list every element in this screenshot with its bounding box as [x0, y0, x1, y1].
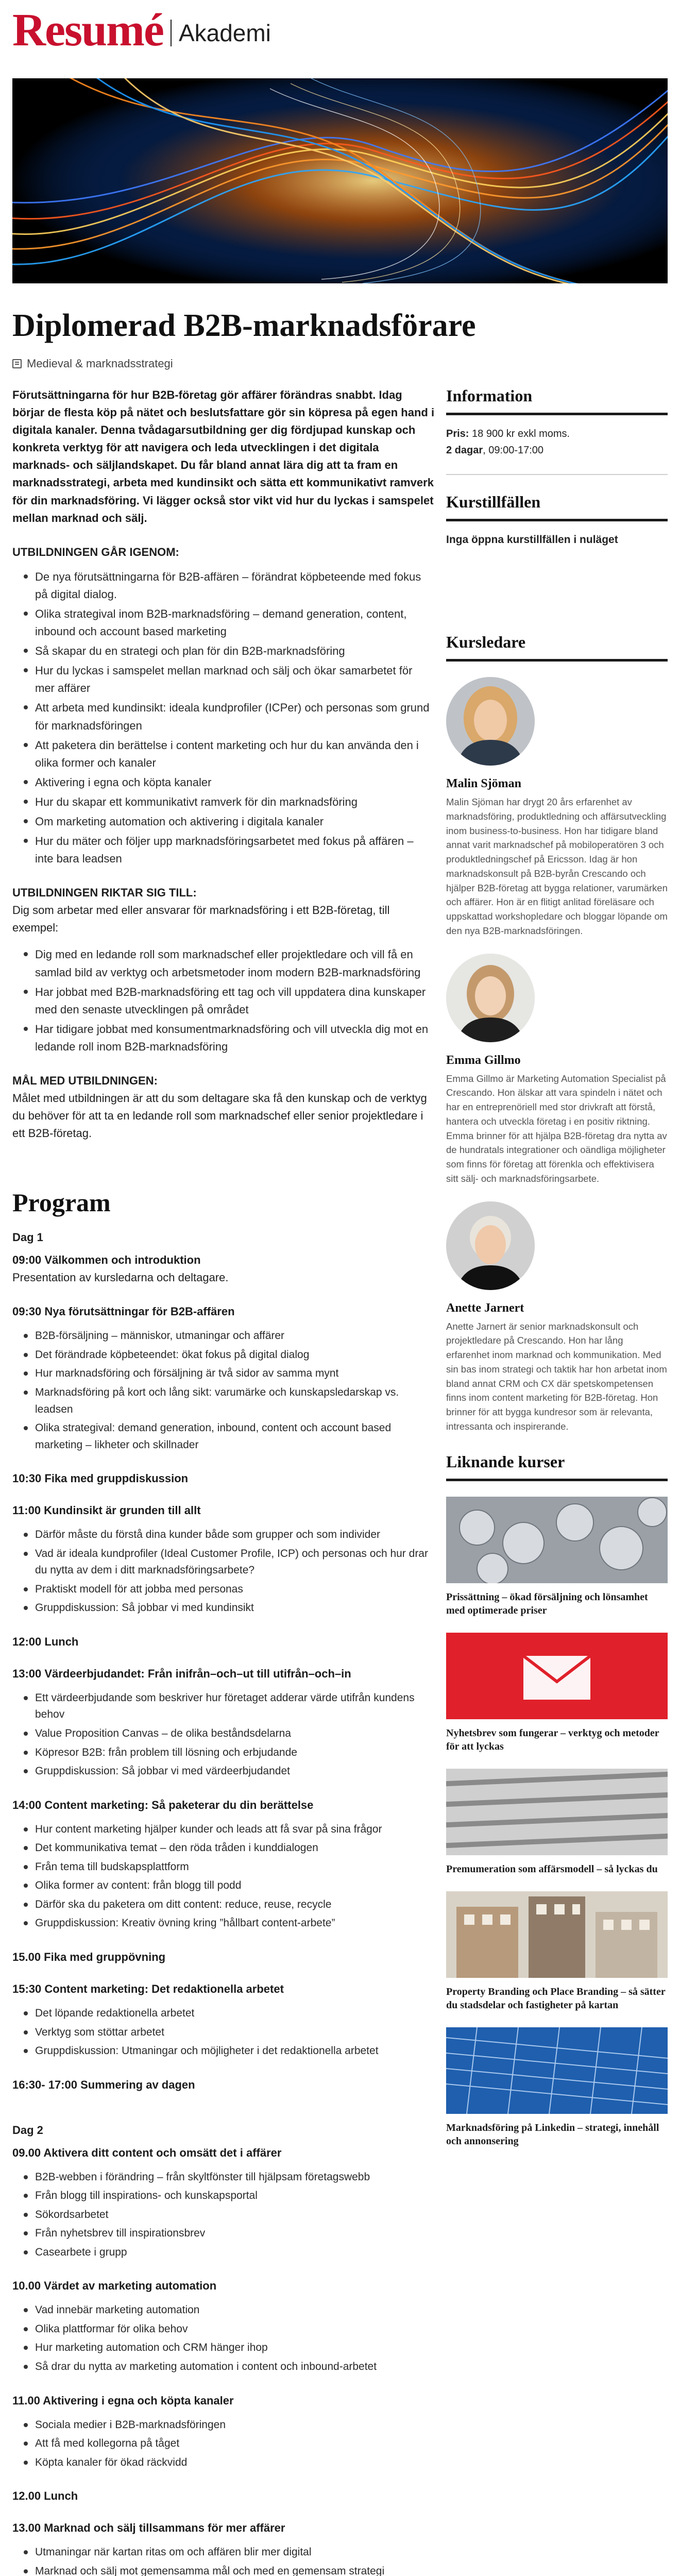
intro-text: Förutsättningarna för hur B2B-företag gör affärer förändras snabbt. Idag börjar de flesta köp på nätet och beslutsfattare gör sin köpresa på egen hand i digitala kanaler. Denna tvådagarsutbildning ger dig fördjupad kunskap och konkreta verktyg för att navigera och leda utvecklingen i det digitala marknads- och säljlandskapet. Du får bland annat lära dig att ta fram en marknadsstrategi, arbeta med kundinsikt och sätta ett kommunikativt ramverk för din marknadsföring. Vi lägger också stor vikt vid hur du lyckas i samspelet mellan marknad och sälj.	[12, 388, 435, 524]
program-session	[12, 2521, 435, 2576]
program-session	[12, 1472, 435, 1485]
list-item: Hur du mäter och följer upp marknadsföringsarbetet med fokus på affären – inte bara leadsen	[12, 833, 435, 868]
list-item: Vad är ideala kundprofiler (Ideal Customer Profile, ICP) och personas och hur drar du nytta av dem i ditt marknadsföringsarbete?	[12, 1546, 435, 1579]
price-label: Pris:	[446, 428, 469, 439]
list-item: Olika plattformar för olika behov	[12, 2321, 435, 2338]
program-session	[12, 1799, 435, 1932]
course-title: Property Branding och Place Branding – så sätter du stadsdelar och fastigheter på kartan	[446, 1986, 666, 2011]
course-title: Premumeration som affärsmodell – så lyckas du	[446, 1863, 658, 1875]
list-item: Det löpande redaktionella arbetet	[12, 2005, 435, 2022]
leader-bio: Malin Sjöman har drygt 20 års erfarenhet av marknadsföring, produktledning och affärsutveckling inom business-to-business. Hon har tidigare bland annat varit marknadschef på mobiloperatören 3 och produktledningschef på Ericsson. Idag är hon marknadskonsult på B2B-byrån Crescando och hjälper B2B-företag att bygga relationer, varumärken och affärer. Hon är en flitigt anlitad föreläsare och uppskattad workshopledare och bloggar löpande om den nya B2B-marknadsföringen.	[446, 796, 668, 936]
course-card[interactable]	[446, 1633, 668, 1753]
list-item: Hur marketing automation och CRM hänger ihop	[12, 2340, 435, 2357]
list-item: Hur marknadsföring och försäljning är två sidor av samma mynt	[12, 1365, 435, 1382]
session-title: 13.00 Marknad och sälj tillsammans för mer affärer	[12, 2521, 285, 2535]
list-item: Verktyg som stöttar arbetet	[12, 2024, 435, 2041]
avatar-photo	[446, 954, 535, 1042]
session-list	[12, 1328, 435, 1453]
course-image	[446, 1891, 668, 1978]
session-title: 09:30 Nya förutsättningar för B2B-affären	[12, 1305, 235, 1318]
sessions-heading: Kurstillfällen	[446, 493, 668, 521]
day-spacer	[12, 2092, 435, 2110]
program-session	[12, 2078, 435, 2092]
course-card[interactable]	[446, 2027, 668, 2148]
leader-name: Anette Jarnert	[446, 1301, 524, 1315]
price-row	[446, 426, 668, 442]
sidebar	[446, 386, 668, 2148]
list-item: De nya förutsättningarna för B2B-affären – förändrat köpbeteende med fokus på digital dialog.	[12, 568, 435, 603]
session-list	[12, 2169, 435, 2261]
list-item: B2B-försäljning – människor, utmaningar och affärer	[12, 1328, 435, 1345]
list-item: Sociala medier i B2B-marknadsföringen	[12, 2417, 435, 2434]
page-title: Diplomerad B2B-marknadsförare	[12, 308, 476, 343]
list-item: Casearbete i grupp	[12, 2244, 435, 2261]
day-sessions	[12, 1253, 435, 2091]
list-item: Value Proposition Canvas – de olika beståndsdelarna	[12, 1725, 435, 1742]
list-item: Olika former av content: från blogg till podd	[12, 1877, 435, 1894]
list-item: Ett värdeerbjudande som beskriver hur företaget adderar värde utifrån kundens behov	[12, 1690, 435, 1723]
session-title: 13:00 Värdeerbjudandet: Från inifrån–och–ut till utifrån–och–in	[12, 1667, 351, 1680]
logo-subtitle: Akademi	[178, 20, 271, 46]
list-item: Så drar du nytta av marketing automation i content och inbound-arbetet	[12, 2359, 435, 2376]
course-image	[446, 1633, 668, 1719]
list-item: Från tema till budskapsplattform	[12, 1859, 435, 1876]
program-session	[12, 2489, 435, 2503]
list-item: Gruppdiskussion: Kreativ övning kring ”hållbart content-arbete”	[12, 1915, 435, 1932]
avatar-photo	[446, 677, 535, 766]
leader-name: Emma Gillmo	[446, 1053, 521, 1067]
info-heading: Information	[446, 386, 668, 415]
session-title: 11:00 Kundinsikt är grunden till allt	[12, 1504, 201, 1517]
leader-card	[446, 954, 668, 1186]
list-icon	[12, 359, 22, 368]
program-session	[12, 1635, 435, 1649]
leader-name: Malin Sjöman	[446, 777, 522, 790]
session-title: 12.00 Lunch	[12, 2489, 78, 2503]
page-heading-block	[12, 309, 668, 370]
list-item: Köpta kanaler för ökad räckvidd	[12, 2454, 435, 2471]
leader-bio: Emma Gillmo är Marketing Automation Specialist på Crescando. Hon älskar att vara spindeln i nätet och har en entreprenöriell med stor drivkraft att förstå, hantera och utveckla företag i en positiv riktning. Emma brinner för att hjälpa B2B-företag dra nytta av de hundratals integrationer och oändliga möjligheter som finns för företag att förenkla och effektivisera sitt sälj- och marknadsföringsarbete.	[446, 1073, 667, 1184]
session-list	[12, 2544, 435, 2576]
session-list	[12, 2302, 435, 2375]
avatar	[446, 1201, 535, 1290]
session-list	[12, 2417, 435, 2471]
day-sessions	[12, 2146, 435, 2576]
list-item: Från nyhetsbrev till inspirationsbrev	[12, 2225, 435, 2242]
session-title: 14:00 Content marketing: Så paketerar du din berättelse	[12, 1798, 314, 1811]
hero-light-trails	[12, 78, 668, 283]
session-list	[12, 1527, 435, 1617]
list-item: Hur content marketing hjälper kunder och leads att få svar på sina frågor	[12, 1821, 435, 1838]
logo-wordmark: Resumé	[12, 5, 163, 56]
list-item: Dig med en ledande roll som marknadschef eller projektledare och vill få en samlad bild av verktyg och arbetsmetoder inom modern B2B-marknadsföring	[12, 946, 435, 981]
list-item: Om marketing automation och aktivering i digitala kanaler	[12, 813, 435, 831]
list-item: Har jobbat med B2B-marknadsföring ett tag och vill uppdatera dina kunskaper med den senaste utvecklingen på området	[12, 984, 435, 1019]
leader-bio: Anette Jarnert är senior marknadskonsult och projektledare på Crescando. Hon har lång erfarenhet inom marknad och kommunikation. Med sin bas inom strategi och taktik har hon arbetat inom bland annat CRM och CX där spetskompetensen finns inom content marketing för B2B-företag. Hon brinner för att bygga kundresor som är relevanta, intressanta och inspirerande.	[446, 1320, 667, 1432]
program-session	[12, 1253, 435, 1286]
site-header	[0, 0, 680, 76]
course-card[interactable]	[446, 1497, 668, 1617]
goal-text: Målet med utbildningen är att du som deltagare ska få den kunskap och de verktyg du behöver för att ta en ledande roll som marknadschef eller senior projektledare i ett B2B-företag.	[12, 1092, 427, 1140]
program-session	[12, 2146, 435, 2261]
list-item: Att arbeta med kundinsikt: ideala kundprofiler (ICPer) och personas som grund för marknadsföringen	[12, 699, 435, 734]
days-value: , 09:00-17:00	[483, 445, 544, 456]
program-session	[12, 2279, 435, 2375]
info-box	[446, 415, 668, 459]
category-label: Medieval & marknadsstrategi	[27, 357, 173, 370]
list-item: Att paketera din berättelse i content marketing och hur du kan använda den i olika former och kanaler	[12, 737, 435, 772]
targets-heading: UTBILDNINGEN RIKTAR SIG TILL:	[12, 886, 197, 900]
list-item: Gruppdiskussion: Utmaningar och möjligheter i det redaktionella arbetet	[12, 2043, 435, 2060]
logo-divider	[171, 20, 172, 46]
avatar	[446, 677, 535, 766]
list-item: Olika strategival: demand generation, inbound, content och account based marketing – likheter och skillnader	[12, 1420, 435, 1453]
price-value: 18 900 kr exkl moms.	[472, 428, 570, 439]
session-list	[12, 1821, 435, 1932]
session-title: 09:00 Välkommen och introduktion	[12, 1253, 201, 1267]
session-title: 15.00 Fika med gruppövning	[12, 1950, 166, 1963]
list-item: Marknadsföring på kort och lång sikt: varumärke och kunskapsledarskap vs. leadsen	[12, 1384, 435, 1418]
similar-heading: Liknande kurser	[446, 1452, 668, 1481]
session-list	[12, 2005, 435, 2060]
course-title: Marknadsföring på Linkedin – strategi, innehåll och annonsering	[446, 2122, 659, 2147]
list-item: Köpresor B2B: från problem till lösning och erbjudande	[12, 1744, 435, 1761]
list-item: Gruppdiskussion: Så jobbar vi med kundinsikt	[12, 1600, 435, 1617]
session-list	[12, 1690, 435, 1780]
list-item: Olika strategival inom B2B-marknadsföring – demand generation, content, inbound och account based marketing	[12, 605, 435, 640]
list-item: Hur du skapar ett kommunikativt ramverk för din marknadsföring	[12, 793, 435, 811]
goal-heading: MÅL MED UTBILDNINGEN:	[12, 1074, 158, 1087]
course-image	[446, 2027, 668, 2114]
list-item: Praktiskt modell för att jobba med personas	[12, 1581, 435, 1598]
leader-card	[446, 1201, 668, 1434]
program-session	[12, 1982, 435, 2060]
session-desc: Presentation av kursledarna och deltagare.	[12, 1271, 229, 1284]
course-title: Prissättning – ökad försäljning och lönsamhet med optimerade priser	[446, 1591, 648, 1616]
program-title: Program	[12, 1188, 111, 1217]
targets-list	[12, 946, 435, 1056]
list-item: Gruppdiskussion: Så jobbar vi med värdeerbjudandet	[12, 1763, 435, 1780]
session-title: 11.00 Aktivering i egna och köpta kanaler	[12, 2394, 234, 2407]
list-item: Det förändrade köpbeteendet: ökat fokus på digital dialog	[12, 1347, 435, 1364]
avatar-photo	[446, 1201, 535, 1290]
session-title: 12:00 Lunch	[12, 1635, 79, 1648]
list-item: B2B-webben i förändring – från skyltfönster till hjälpsam företagswebb	[12, 2169, 435, 2186]
list-item: Det kommunikativa temat – den röda tråden i kunddialogen	[12, 1840, 435, 1857]
list-item: Marknad och sälj mot gemensamma mål och med en gemensam strategi	[12, 2563, 435, 2576]
avatar	[446, 954, 535, 1042]
site-logo[interactable]	[12, 7, 271, 54]
divider	[446, 474, 668, 475]
leader-card	[446, 677, 668, 938]
list-item: Vad innebär marketing automation	[12, 2302, 435, 2319]
course-title: Nyhetsbrev som fungerar – verktyg och metoder för att lyckas	[446, 1727, 659, 1752]
list-item: Sökordsarbetet	[12, 2207, 435, 2224]
session-title: 10:30 Fika med gruppdiskussion	[12, 1472, 189, 1485]
days-label: 2 dagar	[446, 445, 483, 456]
category-tag[interactable]	[12, 357, 668, 370]
course-image	[446, 1497, 668, 1583]
day-title: Dag 1	[12, 1231, 43, 1244]
program-session	[12, 1504, 435, 1617]
days-row	[446, 442, 668, 459]
course-card[interactable]	[446, 1891, 668, 2012]
list-item: Utmaningar när kartan ritas om och affären blir mer digital	[12, 2544, 435, 2561]
list-item: Så skapar du en strategi och plan för din B2B-marknadsföring	[12, 642, 435, 660]
session-title: 09.00 Aktivera ditt content och omsätt det i affärer	[12, 2146, 282, 2159]
session-title: 10.00 Värdet av marketing automation	[12, 2279, 217, 2293]
list-item: Från blogg till inspirations- och kunskapsportal	[12, 2188, 435, 2205]
day-title: Dag 2	[12, 2123, 43, 2137]
list-item: Att få med kollegorna på tåget	[12, 2435, 435, 2452]
no-sessions-text: Inga öppna kurstillfällen i nuläget	[446, 534, 618, 546]
goes-through-heading: UTBILDNINGEN GÅR IGENOM:	[12, 545, 179, 558]
session-title: 16:30- 17:00 Summering av dagen	[12, 2078, 195, 2091]
list-item: Har tidigare jobbat med konsumentmarknadsföring och vill utveckla dig mot en ledande roll inom B2B-marknadsföring	[12, 1021, 435, 1056]
list-item: Därför måste du förstå dina kunder både som grupper och som individer	[12, 1527, 435, 1544]
program-session	[12, 1305, 435, 1453]
program-session	[12, 2394, 435, 2471]
program-session	[12, 1667, 435, 1780]
main-content	[12, 386, 435, 2576]
list-item: Därför ska du paketera om ditt content: reduce, reuse, recycle	[12, 1896, 435, 1913]
leaders-heading: Kursledare	[446, 633, 668, 662]
program-session	[12, 1951, 435, 1964]
course-image	[446, 1769, 668, 1855]
course-card[interactable]	[446, 1769, 668, 1876]
session-title: 15:30 Content marketing: Det redaktionella arbetet	[12, 1982, 284, 1995]
goes-through-list	[12, 568, 435, 868]
list-item: Aktivering i egna och köpta kanaler	[12, 774, 435, 791]
hero-image	[12, 78, 668, 283]
list-item: Hur du lyckas i samspelet mellan marknad och sälj och ökar samarbetet för mer affärer	[12, 662, 435, 697]
targets-text: Dig som arbetar med eller ansvarar för marknadsföring i ett B2B-företag, till exempel:	[12, 904, 390, 935]
program-schedule	[12, 1231, 435, 2576]
